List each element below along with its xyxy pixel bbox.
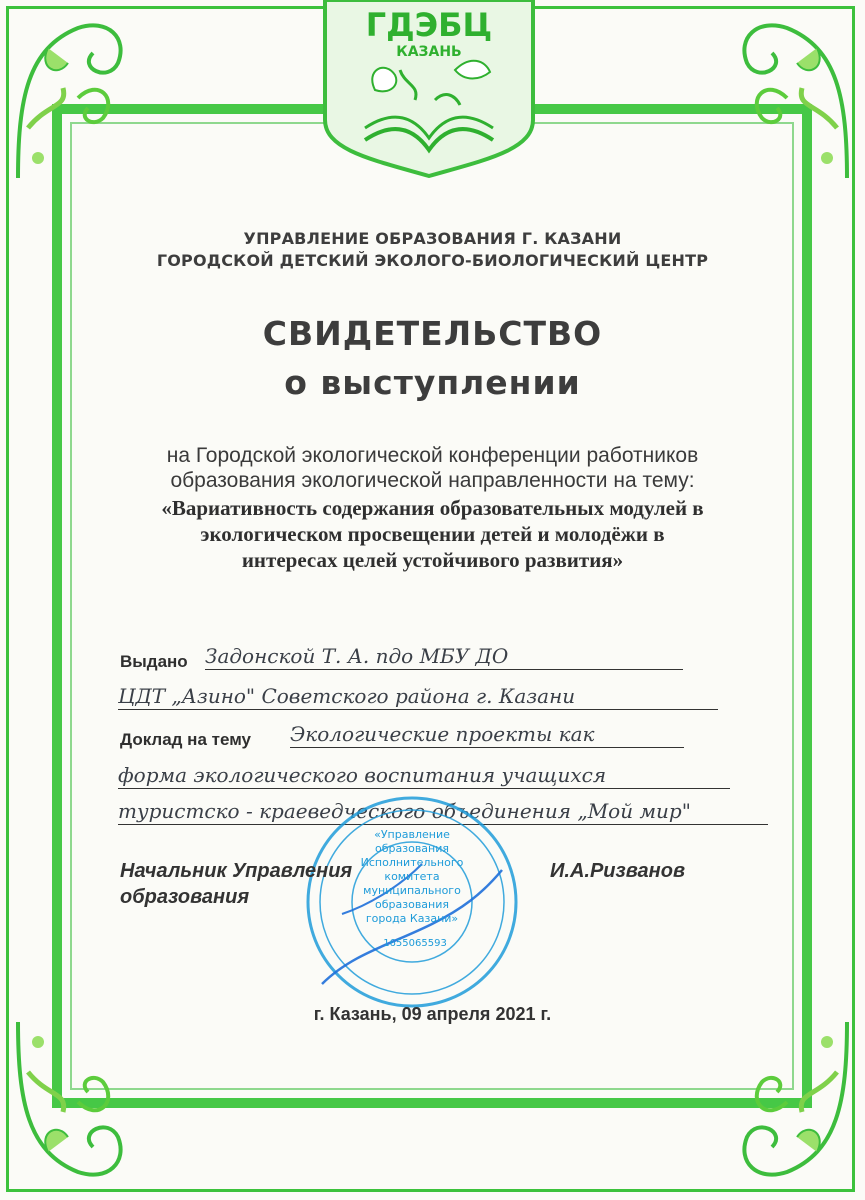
stamp-line-7: города Казани» [365,912,459,925]
report-line-1: Экологические проекты как [290,721,684,748]
header-line-1: УПРАВЛЕНИЕ ОБРАЗОВАНИЯ Г. КАЗАНИ [243,229,622,248]
corner-ornament-bottom-right [727,1012,857,1192]
stamp-line-4: комитета [384,870,440,883]
document-title: СВИДЕТЕЛЬСТВО [262,314,603,353]
stamp-inn: 1655065593 [383,938,447,949]
issued-line-2: ЦДТ „Азино" Советского района г. Казани [118,683,718,710]
corner-ornament-top-left [8,8,138,188]
stamp-line-6: образования [375,898,449,911]
document-subtitle: о выступлении [284,363,581,402]
stamp-text [357,828,467,926]
center-emblem [305,0,553,178]
issued-line-1: Задонской Т. А. пдо МБУ ДО [205,643,683,670]
intro-line-1: на Городской экологической конференции работников [166,444,699,467]
stamp-line-2: образования [375,842,449,855]
theme-line-3: интересах целей устойчивого развития» [241,548,624,572]
theme-line-1: «Вариативность содержания образовательных модулей в [161,496,704,520]
theme-line-2: экологическом просвещении детей и молодёжи в [200,522,665,546]
stamp-line-1: «Управление [374,828,450,841]
stamp-line-3: Исполнительного [360,856,464,869]
report-line-3: туристско - краеведческого объединения „Мой мир" [118,798,768,825]
issued-label: Выдано [120,652,188,671]
emblem-abbr: ГДЭБЦ [365,6,493,44]
emblem-city: КАЗАНЬ [396,44,462,60]
header-line-2: ГОРОДСКОЙ ДЕТСКИЙ ЭКОЛОГО-БИОЛОГИЧЕСКИЙ ЦЕНТР [156,251,709,270]
signatory-position-line-2: образования [120,886,250,908]
signatory-position-line-1: Начальник Управления [120,860,353,882]
report-line-2: форма экологического воспитания учащихся [118,762,730,789]
stamp-line-5: муниципального [363,884,461,897]
corner-ornament-top-right [727,8,857,188]
signatory-name: И.А.Ризванов [550,860,686,882]
intro-line-2: образования экологической направленности на тему: [170,469,695,492]
place-date: г. Казань, 09 апреля 2021 г. [313,1004,552,1024]
corner-ornament-bottom-left [8,1012,138,1192]
report-label: Доклад на тему [120,730,251,749]
